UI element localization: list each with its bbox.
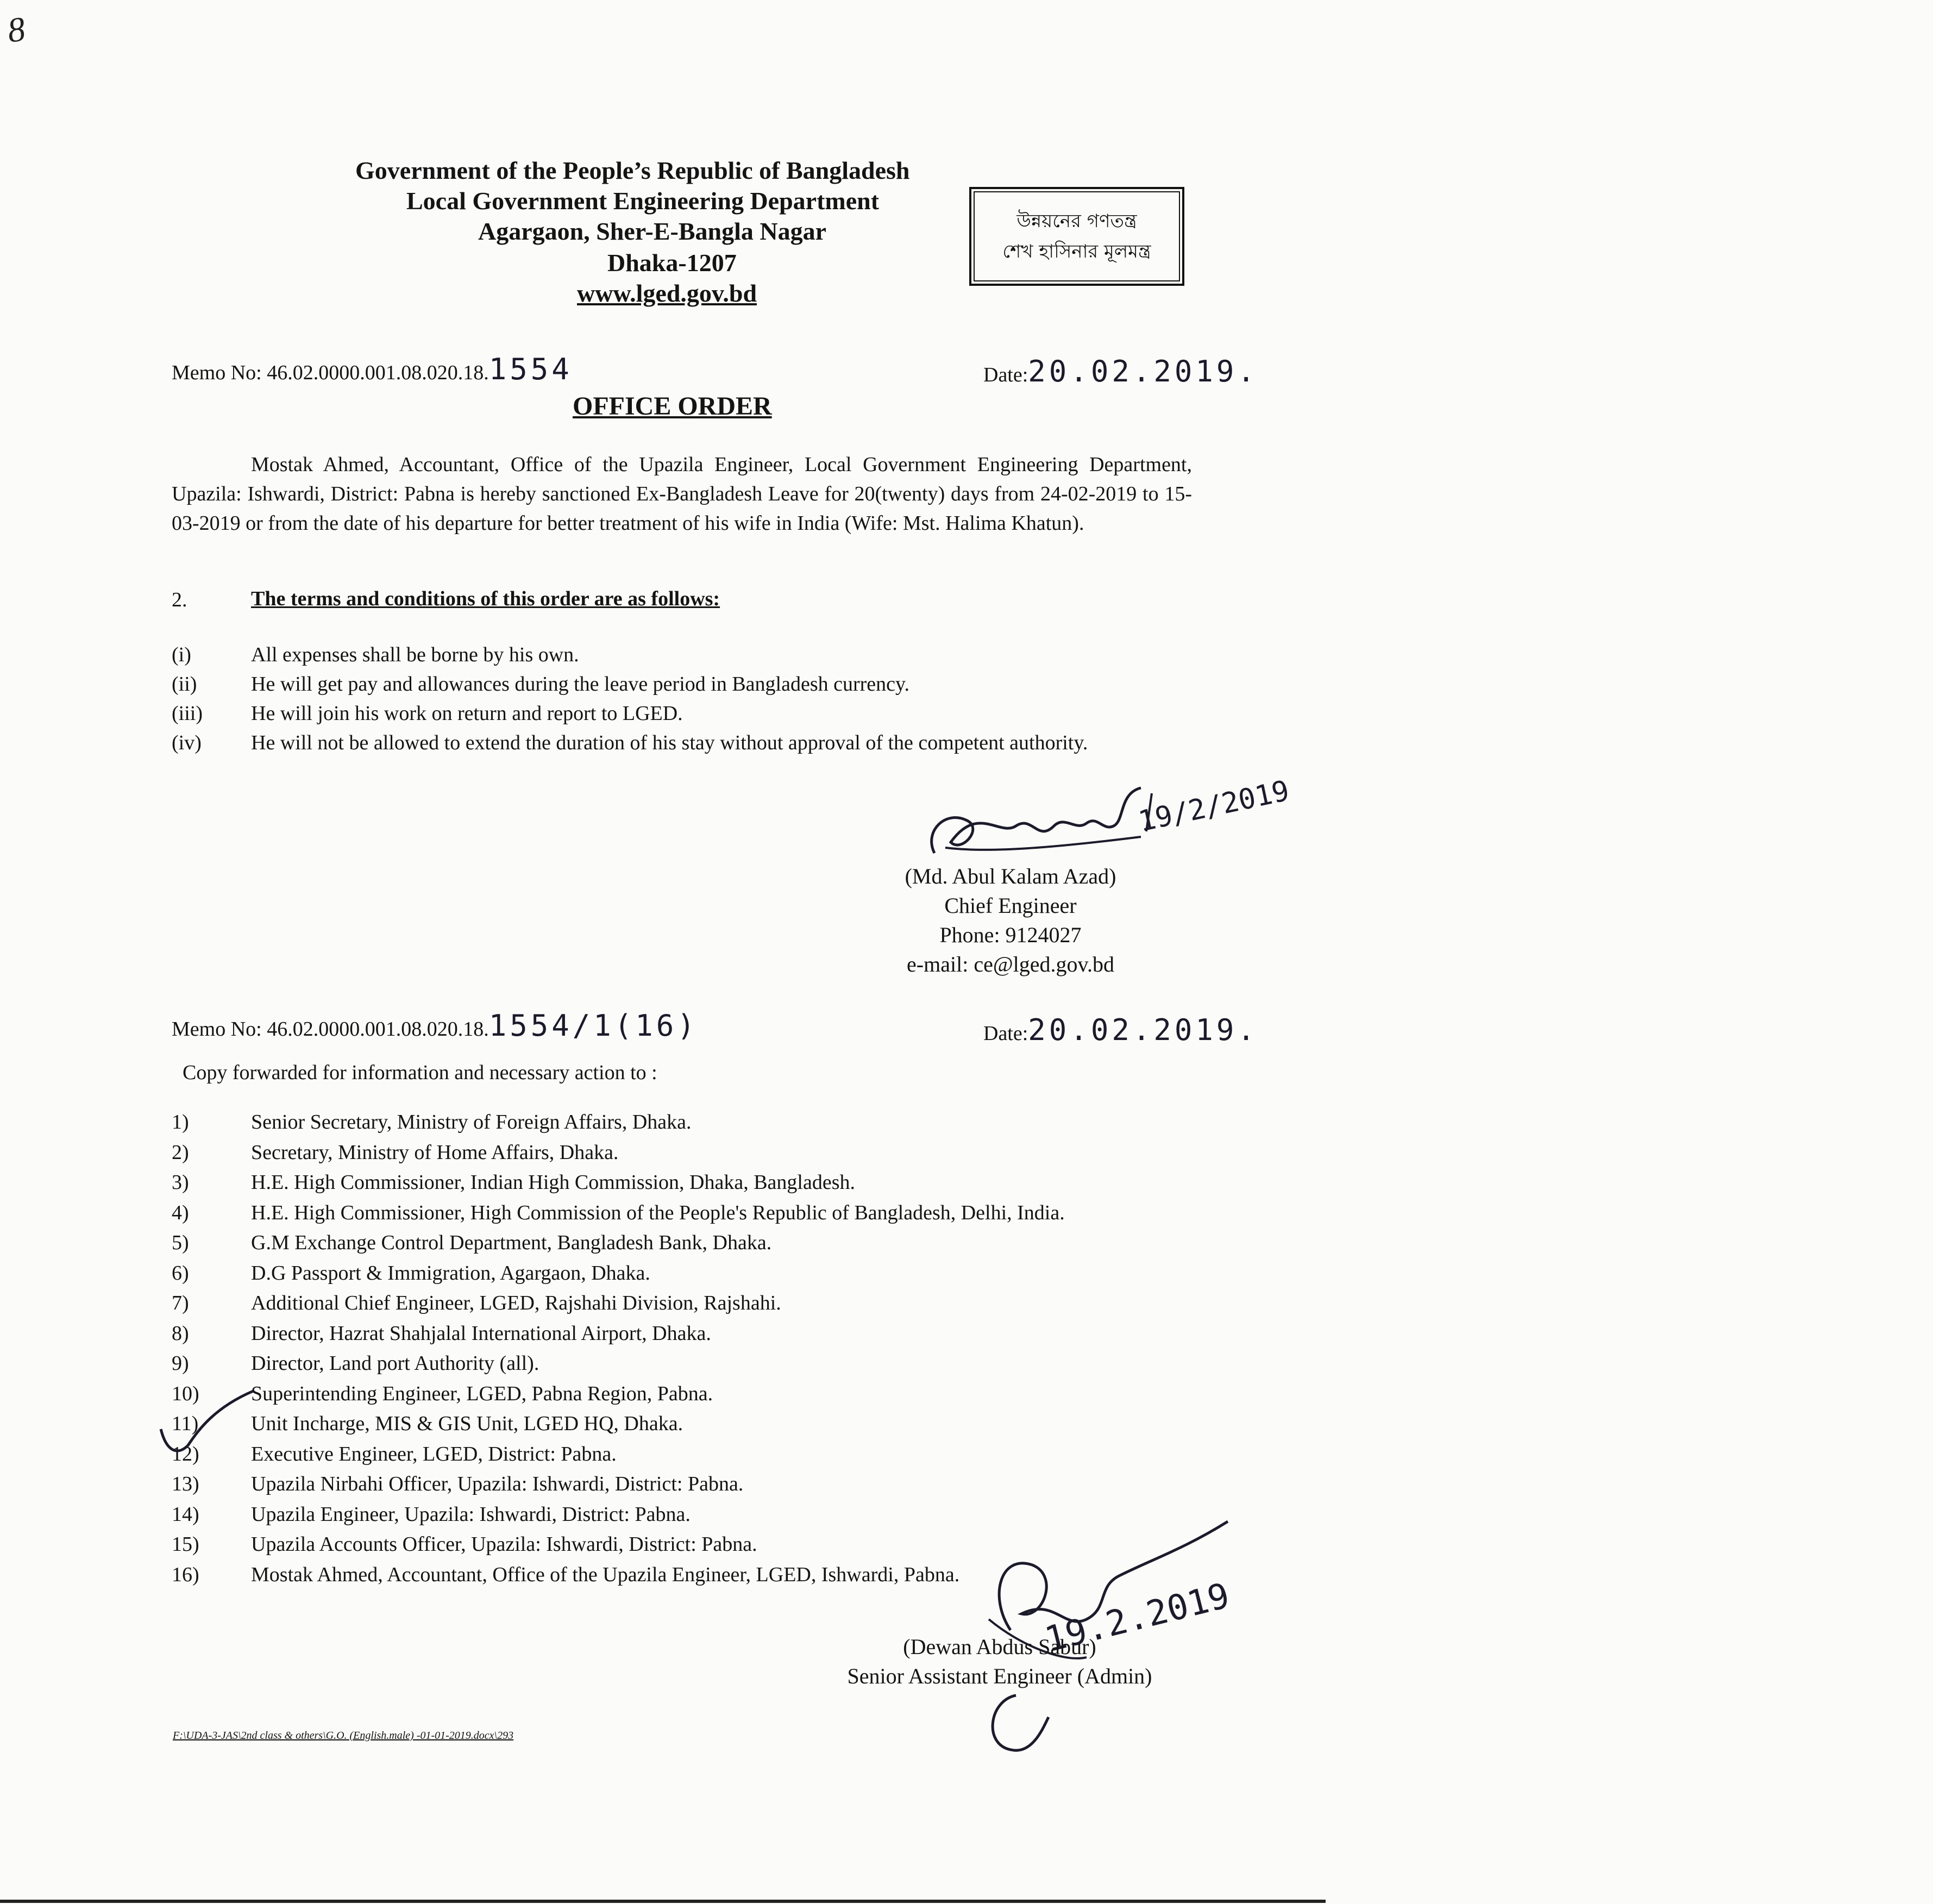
recipient-text: Secretary, Ministry of Home Affairs, Dhaka.: [251, 1141, 619, 1164]
term-number: (iii): [172, 702, 203, 725]
order-paragraph: Mostak Ahmed, Accountant, Office of the Upazila Engineer, Local Government Engineering Department, Upazila: Ishwardi, District: Pabna is hereby sanctioned Ex-Bangladesh Leave for 20(twenty) days from 24-02-2019 to 15-03-2019 or from the date of his departure for better treatment of his wife in India (Wife: Mst. Halima Khatun).: [172, 453, 1192, 535]
recipient-number: 5): [172, 1231, 189, 1254]
checkmark-icon: [155, 1380, 264, 1456]
recipient-number: 4): [172, 1201, 189, 1224]
recipient-number: 1): [172, 1111, 189, 1133]
list-item: [172, 1107, 1215, 1138]
recipient-number: 2): [172, 1141, 189, 1164]
term-text: He will get pay and allowances during the leave period in Bangladesh currency.: [251, 673, 910, 696]
recipient-text: Executive Engineer, LGED, District: Pabna.: [251, 1442, 617, 1465]
signatory-name: (Dewan Abdus Sabur): [903, 1634, 1096, 1659]
list-item: [172, 728, 1193, 757]
recipient-number: 8): [172, 1321, 189, 1345]
signatory-email: e-mail: ce@lged.gov.bd: [907, 952, 1114, 976]
recipient-text: Superintending Engineer, LGED, Pabna Region, Pabna.: [251, 1382, 713, 1405]
term-text: All expenses shall be borne by his own.: [251, 643, 579, 666]
list-item: [172, 1288, 1215, 1319]
recipient-text: Unit Incharge, MIS & GIS Unit, LGED HQ, Dhaka.: [251, 1412, 683, 1435]
recipient-number: 15): [172, 1533, 199, 1556]
memo-label: Memo No: 46.02.0000.001.08.020.18.: [172, 361, 489, 384]
header-line-department: Local Government Engineering Department: [406, 187, 880, 215]
signature-senior-assistant-engineer: [924, 1489, 1304, 1771]
date-label: Date:: [983, 364, 1028, 386]
term-text: He will not be allowed to extend the duration of his stay without approval of the competent authority.: [251, 731, 1088, 754]
term-number: (iv): [172, 731, 202, 754]
term-text: He will join his work on return and report to LGED.: [251, 702, 683, 725]
date-label: Date:: [983, 1022, 1028, 1045]
recipient-text: D.G Passport & Immigration, Agargaon, Dhaka.: [251, 1261, 650, 1285]
signatory-phone: Phone: 9124027: [939, 923, 1082, 947]
copy-forwarded-line: Copy forwarded for information and necessary action to :: [183, 1061, 657, 1084]
recipient-number: 10): [172, 1382, 199, 1405]
date-handwritten: 20.02.2019.: [1028, 1013, 1258, 1047]
memo-number-handwritten: 1554: [488, 352, 573, 386]
memo-number-2: [172, 1009, 698, 1043]
recipient-text: Upazila Nirbahi Officer, Upazila: Ishwardi, District: Pabna.: [251, 1473, 744, 1495]
recipient-text: H.E. High Commissioner, Indian High Commission, Dhaka, Bangladesh.: [251, 1171, 856, 1194]
memo-number-handwritten: 1554/1(16): [488, 1009, 698, 1043]
date-handwritten: 20.02.2019.: [1028, 354, 1258, 389]
motto-line-2: শেখ হাসিনার মূলমন্ত্র: [1002, 241, 1151, 262]
signatory-name: (Md. Abul Kalam Azad): [905, 864, 1116, 888]
term-number: (ii): [172, 673, 197, 696]
memo-date-1: [983, 354, 1258, 389]
recipient-number: 16): [172, 1563, 199, 1586]
list-item: [172, 1138, 1215, 1168]
recipient-text: Director, Hazrat Shahjalal International Airport, Dhaka.: [251, 1321, 711, 1345]
section-number: 2.: [172, 588, 187, 611]
document-title: OFFICE ORDER: [573, 392, 772, 421]
list-item: [172, 640, 1193, 669]
list-item: [172, 1439, 1215, 1470]
signatory-designation: Chief Engineer: [944, 893, 1077, 918]
header-line-government: Government of the People’s Republic of Bangladesh: [355, 156, 910, 184]
list-item: [172, 1409, 1215, 1439]
list-item: [172, 1349, 1215, 1379]
signatory-block-2: [804, 1632, 1195, 1691]
file-path-footer: F:\UDA-3-JAS\2nd class & others\G.O. (English.male) -01-01-2019.docx\293: [173, 1730, 514, 1742]
header-line-city: Dhaka-1207: [607, 249, 737, 277]
motto-line-1: উন্নয়নের গণতন্ত্র: [1016, 210, 1137, 232]
motto-box: [969, 187, 1184, 286]
memo-date-2: [983, 1013, 1258, 1047]
header-website-link[interactable]: www.lged.gov.bd: [577, 279, 757, 307]
scan-edge-line: [0, 1900, 1326, 1903]
list-item: [172, 1319, 1215, 1349]
list-item: [172, 1379, 1215, 1410]
recipient-text: Upazila Accounts Officer, Upazila: Ishwardi, District: Pabna.: [251, 1533, 757, 1556]
corner-page-mark: 8: [5, 9, 28, 50]
list-item: [172, 669, 1193, 699]
section-heading: The terms and conditions of this order are as follows:: [251, 587, 720, 610]
list-item: [172, 1258, 1215, 1289]
recipient-text: Senior Secretary, Ministry of Foreign Affairs, Dhaka.: [251, 1111, 692, 1133]
terms-list: [172, 640, 1193, 757]
list-item: [172, 1198, 1215, 1229]
signatory-designation: Senior Assistant Engineer (Admin): [847, 1664, 1152, 1688]
recipient-text: Upazila Engineer, Upazila: Ishwardi, District: Pabna.: [251, 1502, 691, 1526]
signatory-block-1: [869, 862, 1152, 979]
recipient-number: 11): [172, 1412, 199, 1435]
recipient-text: G.M Exchange Control Department, Bangladesh Bank, Dhaka.: [251, 1231, 772, 1254]
recipient-number: 9): [172, 1352, 189, 1375]
list-item: [172, 699, 1193, 728]
list-item: [172, 1168, 1215, 1198]
recipient-number: 7): [172, 1292, 189, 1314]
recipient-number: 12): [172, 1442, 199, 1465]
memo-label: Memo No: 46.02.0000.001.08.020.18.: [172, 1018, 489, 1041]
recipient-number: 3): [172, 1171, 189, 1194]
list-item: [172, 1228, 1215, 1258]
recipient-text: Director, Land port Authority (all).: [251, 1352, 539, 1375]
recipient-number: 6): [172, 1261, 189, 1285]
recipient-text: H.E. High Commissioner, High Commission of the People's Republic of Bangladesh, Delhi, India.: [251, 1201, 1065, 1224]
recipient-number: 14): [172, 1502, 199, 1526]
signature-date-2: 19.2.2019: [1040, 1575, 1234, 1661]
memo-number-1: [172, 352, 573, 386]
header-line-address: Agargaon, Sher-E-Bangla Nagar: [478, 217, 827, 245]
signature-date-1: 19/2/2019: [1135, 774, 1292, 838]
term-number: (i): [172, 643, 191, 666]
recipient-number: 13): [172, 1473, 199, 1495]
recipient-text: Additional Chief Engineer, LGED, Rajshahi Division, Rajshahi.: [251, 1292, 781, 1314]
recipient-text: Mostak Ahmed, Accountant, Office of the Upazila Engineer, LGED, Ishwardi, Pabna.: [251, 1563, 960, 1586]
